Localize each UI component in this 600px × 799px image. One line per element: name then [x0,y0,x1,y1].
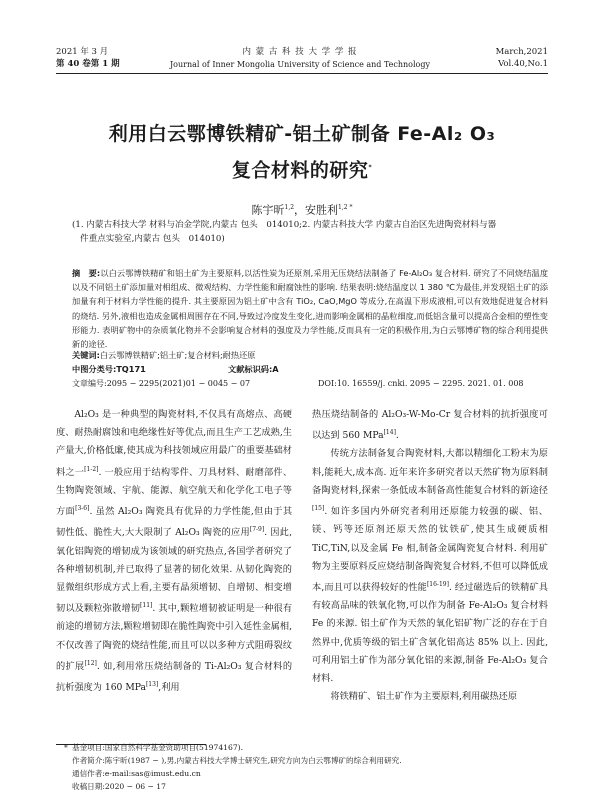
footnote-mark: * [64,743,68,752]
citation: [3-6] [75,505,90,513]
footnote-fund [64,741,244,755]
citation: [15] [312,505,325,513]
keywords-label: 关键词: [72,350,100,360]
citation: [13] [145,681,159,689]
author-2-affil: 1,2 * [338,204,353,211]
affiliation-line2: 件重点实验室,内蒙古 包头 014010) [80,234,225,244]
journal-title-cn: 内 蒙 古 科 技 大 学 学 报 [242,47,358,57]
text-run: . 因此,氧化铝陶瓷的增韧成为该领域的研究热点,各国学者研究了各种增韧机制,并已取得了显著的韧化效果. 从韧化陶瓷的显微组织形成方式上看,主要有晶须增韧、自增韧、相变增韧以及颗粒弥散增韧 [56,527,292,615]
text-run: . 虽然 Al₂O₃ 陶瓷具有优异的力学性能,但由于其韧性低、脆性大,大大限制了 Al₂O₃ 陶瓷的应用 [56,506,292,539]
header-volume-en: Vol.40,No.1 [498,59,548,69]
article-number: 文章编号:2095 − 2295(2021)01 − 0045 − 07 [72,379,251,388]
author-separator: ， [294,203,306,217]
doi: DOI:10. 16559/j. cnki. 2095 − 2295. 2021. 01. 008 [318,379,524,388]
journal-title-en: Journal of Inner Mongolia University of Science and Technology [169,60,431,69]
keywords [72,349,256,362]
abstract-text: 以白云鄂博铁精矿和铝土矿为主要原料,以活性炭为还原剂,采用无压烧结法制备了 Fe-Al₂O₃ 复合材料. 研究了不同烧结温度以及不同铝土矿添加量对相组成、微观结构、力学性能和耐腐蚀性的影响. 结果表明:烧结温度以 1 380 ℃为最佳,并发现铝土矿的添加量有利于材料力学性能的提升. 其主要原因为铝土矿中含有 TiO₂, CaO,MgO 等成分,在高温下形成液相,可以有效地促进复合材料的烧结. 另外,液相也造成金属相周围存在不同,导致过冷度发生变化,进而影响金属相的晶粒细度,而低铝含量可以提高合金相的塑性变形能力. 表明矿物中的杂质氧化物并不会影响复合材料的强度及力学性能,反而具有一定的积极作用,为白云鄂博矿物的综合利用提供新的途径. [72,268,549,350]
text-run: 将铁精矿、铝土矿作为主要原料,利用碳热还原 [330,691,518,703]
footnote-fund-text: 基金项目:国家自然科学基金资助项目(51974167). [72,743,244,752]
body-paragraph [312,445,548,688]
header-date-en: March,2021 [495,47,548,57]
abstract [72,266,548,351]
footnote-received: 收稿日期:2020 − 06 − 17 [72,782,166,791]
text-run: Al₂O₃ 是一种典型的陶瓷材料,不仅具有高熔点、高硬度、耐热耐腐蚀和电绝缘性好等优点,而且生产工艺成熟,生产量大,价格低廉,使其成为科技领域应用最广的重要基础材料之一 [56,409,292,478]
text-run: . 一般应用于结构零件、刀具材料、耐磨部件、生物陶瓷领域、宇航、能源、航空航天和化学化工电子等方面 [56,466,292,518]
text-run: 传统方法制备复合陶瓷材料,大都以精细化工粉末为原料,能耗大,成本高. 近年来许多研究者以天然矿物为原料制备陶瓷材料,探索一条低成本制备高性能复合材料的新途径 [312,448,548,496]
body-left-column [56,406,292,740]
keywords-text: 白云鄂博铁精矿;铝土矿;复合材料;耐热还原 [99,350,256,360]
text-run: . [395,430,399,442]
author-line [56,201,548,218]
body-paragraph [312,406,548,445]
clc-number: 中图分类号:TQ171 [72,364,146,374]
paper-title-line1: 利用白云鄂博铁精矿-铝土矿制备 Fe-Al₂ O₃ [108,123,496,145]
author-2: 安胜利 [305,203,339,217]
text-run: ,利用 [158,682,180,694]
text-run: . 经过磁选后的铁精矿具有较高品味的铁氧化物,可以作为制备 Fe-Al₂O₃ 复合材料 Fe 的来源. 铝土矿作为天然的氧化铝矿物广泛的存在于自然界中,优质等级的铝土矿含氧化铝高达 85% 以上. 因此,可利用铝土矿作为部分氧化铝的来源,制备 Fe-Al₂O₃ 复合材料. [312,582,548,685]
paper-title-line2-text: 复合材料的研究 [231,159,369,182]
citation: [1-2] [84,465,99,473]
citation: [7-9] [249,526,265,534]
header-volume: 第 40 卷第 1 期 [56,59,120,69]
citation: [14] [383,429,396,437]
footnote-author: 作者简介:陈宇昕(1987 − ),男,内蒙古科技大学博士研究生,研究方向为白云鄂博矿的综合利用研究. [72,756,402,765]
body-paragraph [56,406,292,697]
text-run: 热压烧结制备的 Al₂O₃-W-Mo-Cr 复合材料的抗折强度可以达到 560 MPa [312,409,548,442]
body-right-column [312,406,548,740]
paper-title-line2 [56,154,548,184]
body-paragraph [312,688,548,706]
header-rule [56,73,548,74]
text-run: . 如许多国内外研究者利用还原能力较强的碳、铝、镁、钙等还原剂还原天然的钛铁矿,使其生成硬质相 TiC,TiN,以及金属 Fe 相,制备金属陶瓷复合材料. 利用矿物为主要原料反应烧结制备陶瓷复合材料,不但可以降低成本,而且可以获得较好的性能 [312,506,548,594]
citation: [11] [140,602,153,610]
author-1: 陈宇昕 [251,203,285,217]
affiliation-line1: (1. 内蒙古科技大学 材料与冶金学院,内蒙古 包头 014010;2. 内蒙古科技大学 内蒙古自治区先进陶瓷材料与器 [72,220,497,230]
footnote-email: 通信作者:e-mail:sas@imust.edu.cn [72,769,201,778]
citation: [12] [84,659,97,667]
citation: [16-19] [426,580,449,588]
text-run: . 其中,颗粒增韧被证明是一种很有前途的增韧方法,颗粒增韧即在脆性陶瓷中引入延性金属相,不仅改善了陶瓷的烧结性能,而且可以以多种方式阻碍裂纹的扩展 [56,603,292,672]
text-run: . 如,利用常压烧结制备的 Ti-Al₂O₃ 复合材料的抗析强度为 160 MPa [56,660,292,694]
header-date: 2021 年 3 月 [56,47,109,57]
title-footnote-mark: * [368,164,373,171]
author-1-affil: 1,2 [284,204,295,211]
abstract-label: 摘 要: [72,268,101,278]
document-code: 文献标识码:A [228,364,279,374]
